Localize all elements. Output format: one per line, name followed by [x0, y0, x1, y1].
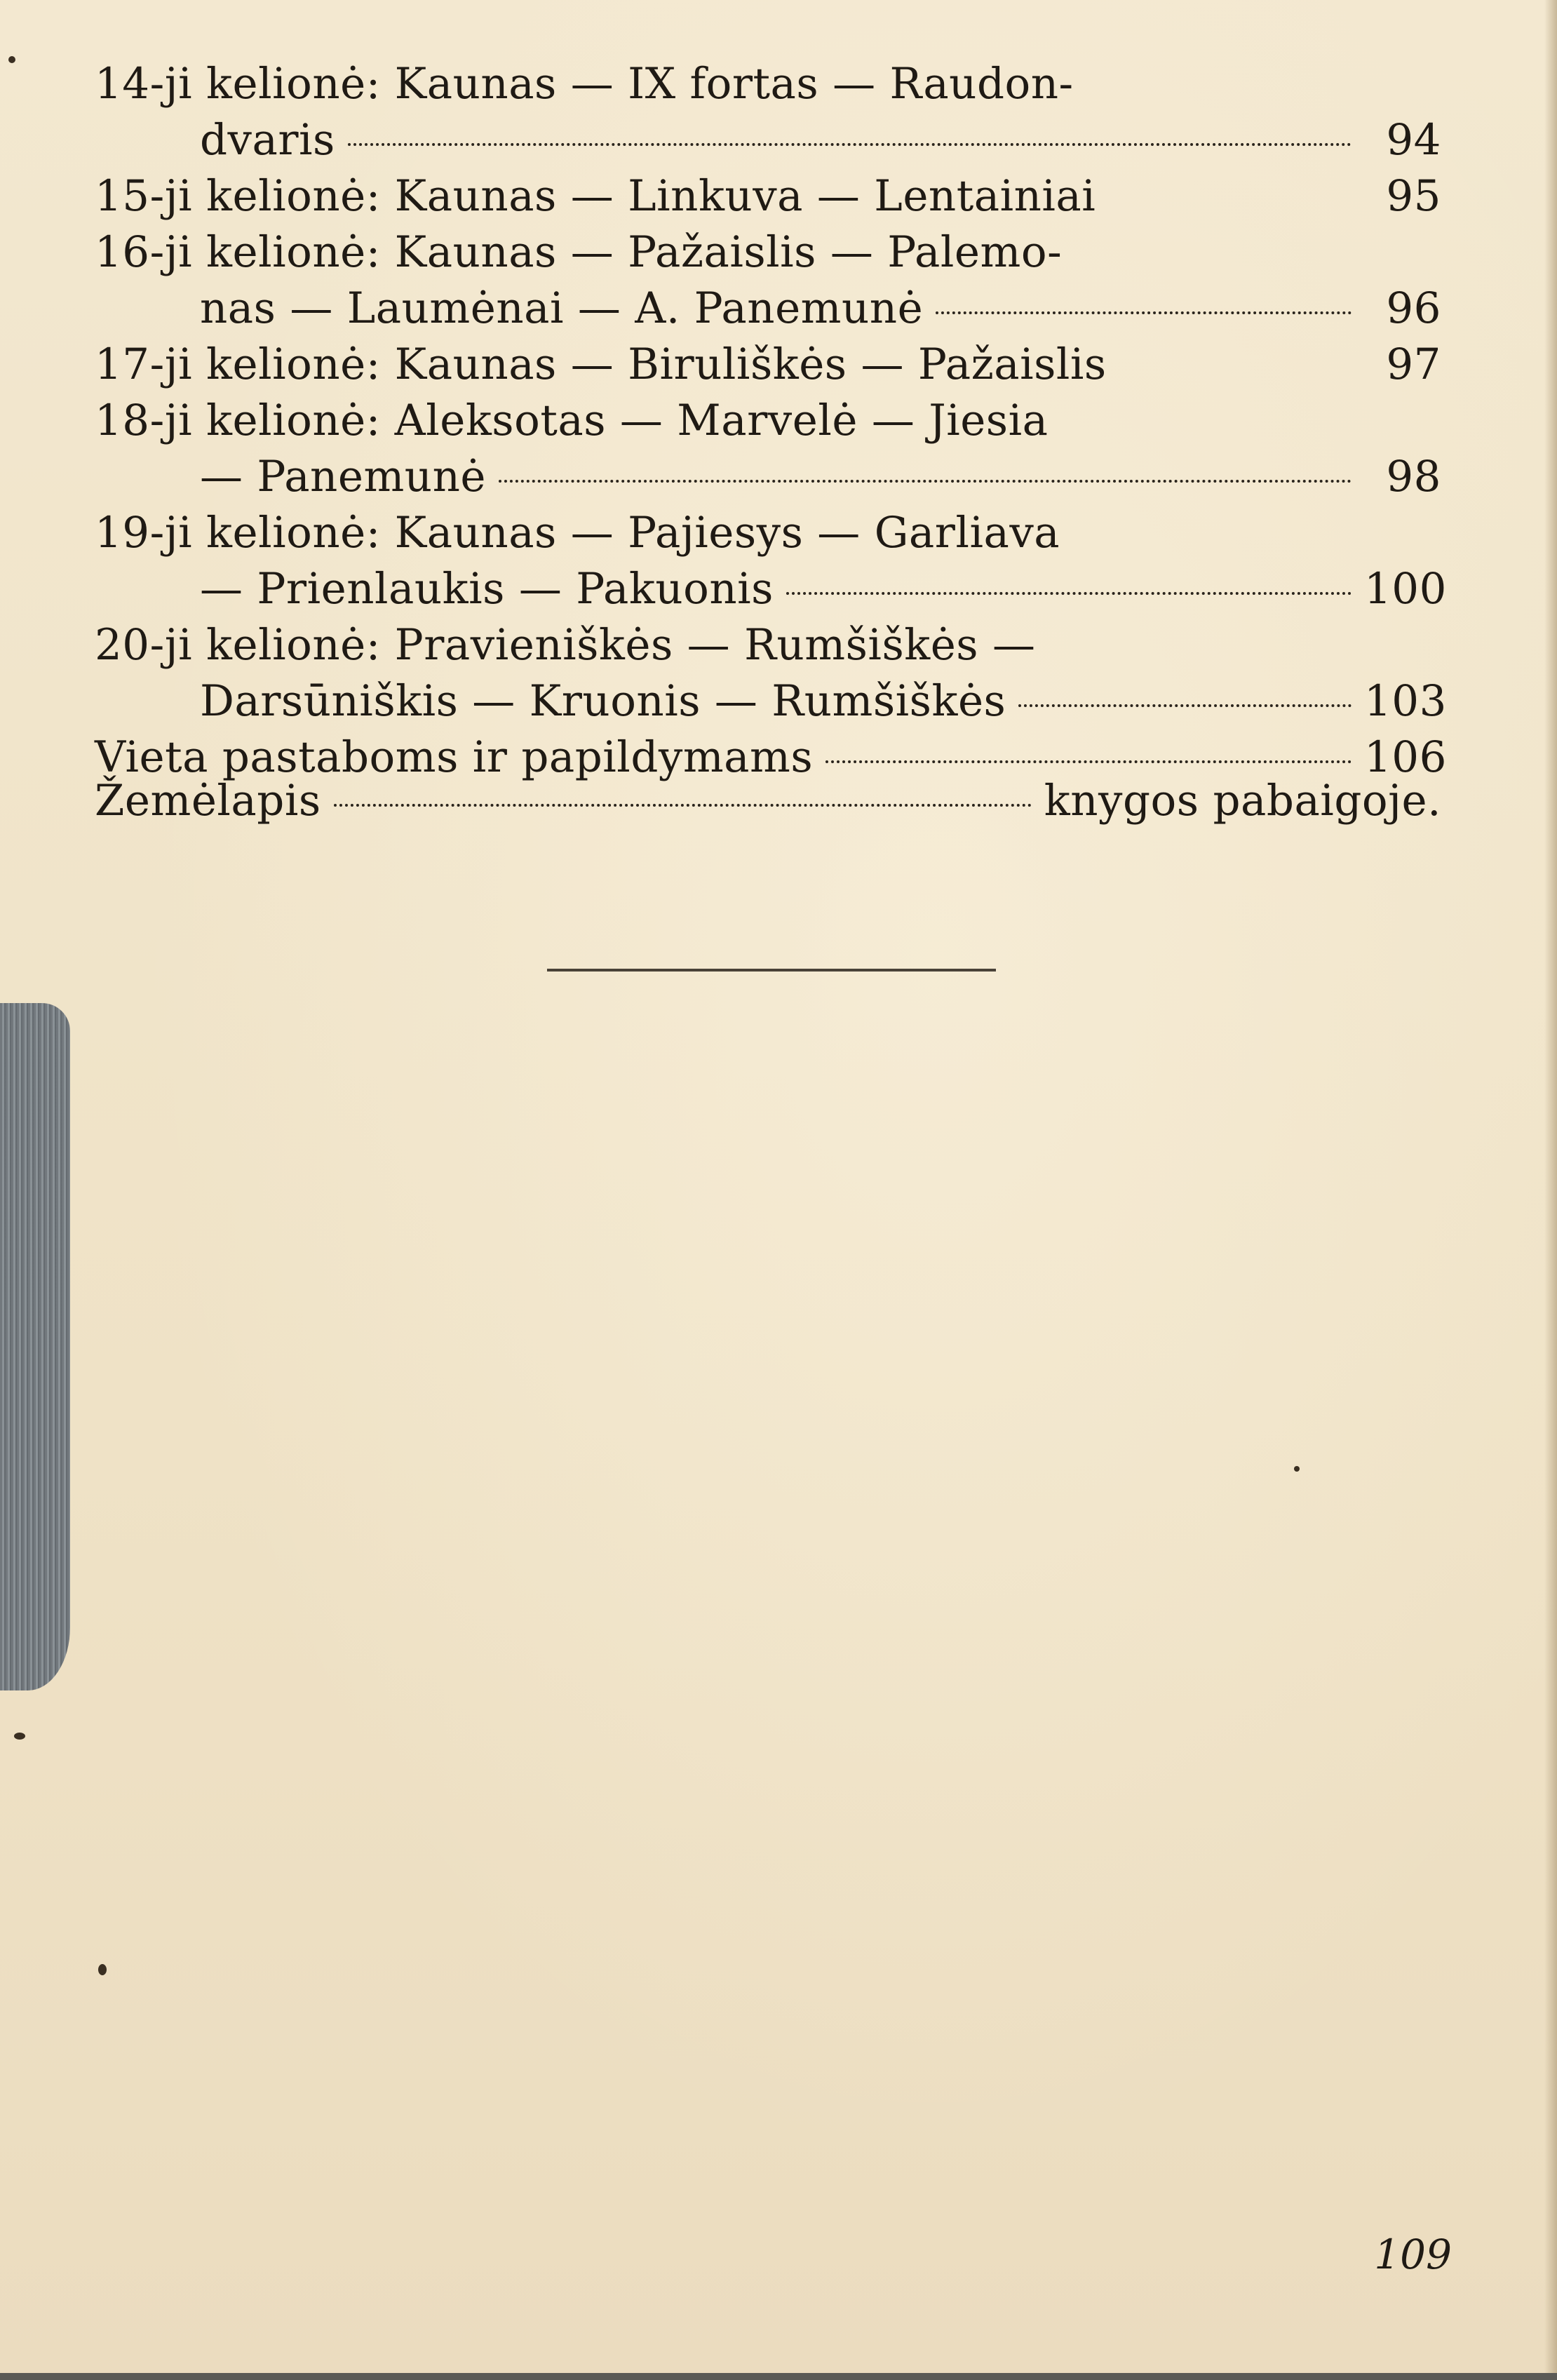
paper-speck — [1294, 1466, 1300, 1472]
toc-entry-title-cont: dvaris — [200, 115, 335, 165]
dot-leader — [1018, 704, 1352, 707]
toc-entry-title: 18-ji kelionė: Aleksotas — Marvelė — Jiesia — [95, 396, 1049, 445]
toc-page-number: knygos pabaigoje. — [1044, 776, 1441, 826]
page-bottom-edge — [0, 2373, 1557, 2380]
toc-entry — [95, 337, 1441, 393]
toc-entry-title: 20-ji kelionė: Pravieniškės — Rumšiškės — — [95, 620, 1036, 670]
toc-entry — [95, 56, 1441, 168]
toc-entry-title: 14-ji kelionė: Kaunas — IX fortas — Raudon- — [95, 59, 1074, 109]
toc-entry-title: 19-ji kelionė: Kaunas — Pajiesys — Garliava — [95, 508, 1060, 558]
dot-leader — [825, 760, 1352, 763]
toc-entry-title: 15-ji kelionė: Kaunas — Linkuva — Lentainiai — [95, 171, 1096, 221]
toc-page-number: 100 — [1364, 564, 1447, 614]
toc-page-number: 95 — [1386, 171, 1441, 221]
toc-entry-title: 17-ji kelionė: Kaunas — Biruliškės — Pažaislis — [95, 339, 1107, 389]
section-divider-rule — [547, 969, 996, 972]
cloth-spine — [0, 1003, 70, 1690]
toc-entry — [95, 773, 1441, 829]
toc-page-number: 97 — [1386, 339, 1441, 389]
toc-entry — [95, 393, 1441, 505]
toc-page-number: 96 — [1386, 283, 1441, 333]
paper-speck — [8, 56, 15, 63]
dot-leader — [936, 311, 1352, 314]
toc-entry-title-cont: nas — Laumėnai — A. Panemunė — [200, 283, 924, 333]
dot-leader — [499, 480, 1352, 483]
toc-entry-title: Vieta pastaboms ir papildymams — [95, 732, 814, 782]
toc-page-number: 94 — [1386, 115, 1441, 165]
toc-entry — [95, 224, 1441, 337]
toc-entry-title-cont: Darsūniškis — Kruonis — Rumšiškės — [200, 676, 1006, 726]
dot-leader — [786, 592, 1352, 595]
toc-page-number: 103 — [1364, 676, 1447, 726]
toc-page-number: 98 — [1386, 452, 1441, 502]
page-number-folio: 109 — [1374, 2231, 1452, 2278]
toc-entry-title: Žemėlapis — [95, 776, 321, 826]
toc-entry-title-cont: — Panemunė — [200, 452, 486, 502]
paper-speck — [98, 1964, 107, 1975]
toc-entry — [95, 168, 1441, 224]
toc-entry — [95, 617, 1447, 730]
toc-entry-title-cont: — Prienlaukis — Pakuonis — [200, 564, 774, 614]
toc-entry — [95, 505, 1447, 617]
page-edge-shadow — [1544, 0, 1557, 2380]
dot-leader — [348, 143, 1352, 146]
toc-page-number: 106 — [1364, 732, 1447, 782]
toc-entry-title: 16-ji kelionė: Kaunas — Pažaislis — Palemo- — [95, 227, 1063, 277]
table-of-contents — [95, 56, 1447, 829]
dot-leader — [334, 804, 1032, 807]
paper-speck — [14, 1733, 25, 1740]
